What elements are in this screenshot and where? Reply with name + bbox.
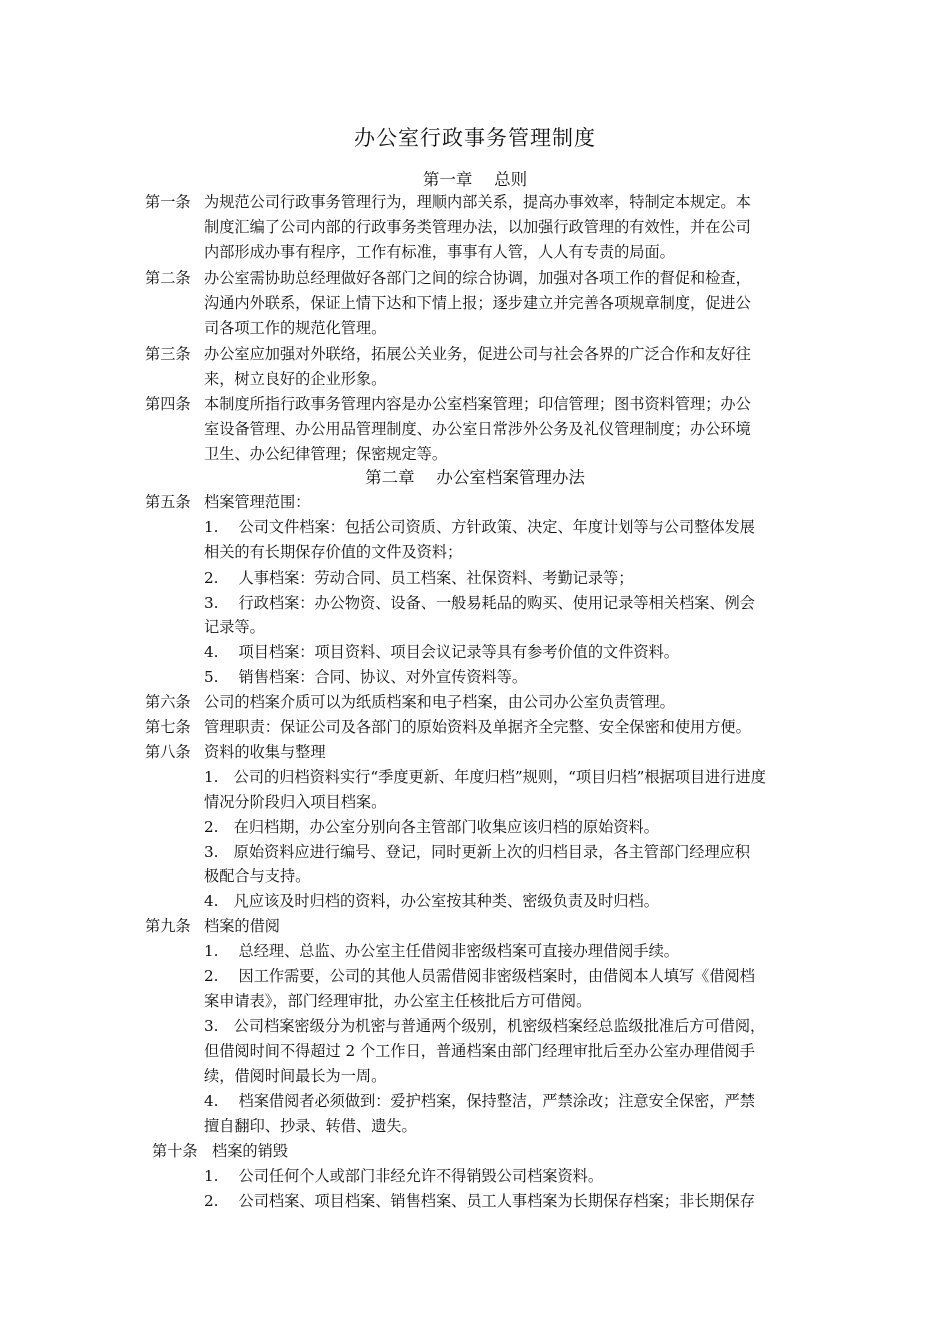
list-item-line: 3. 行政档案：办公物资、设备、一般易耗品的购买、使用记录等相关档案、例会 — [204, 594, 755, 612]
list-item-line: 极配合与支持。 — [204, 867, 311, 885]
article-label: 第八条 — [145, 743, 191, 761]
article-text-line: 本制度所指行政事务管理内容是办公室档案管理；印信管理；图书资料管理；办公 — [204, 395, 751, 413]
list-item-line: 1. 公司任何个人或部门非经允许不得销毁公司档案资料。 — [204, 1167, 604, 1185]
list-item-line: 1. 公司的归档资料实行“季度更新、年度归档”规则，“项目归档”根据项目进行进度 — [204, 768, 766, 786]
list-item-line: 4. 凡应该及时归档的资料，办公室按其种类、密级负责及时归档。 — [204, 892, 659, 910]
chapter-2-heading: 第二章 办公室档案管理办法 — [365, 468, 585, 487]
list-item-line: 记录等。 — [204, 618, 265, 636]
list-item-line: 相关的有长期保存价值的文件及资料； — [204, 543, 463, 561]
article-label: 第三条 — [145, 345, 191, 363]
article-text-line: 来，树立良好的企业形象。 — [204, 370, 387, 388]
list-item-line: 5. 销售档案：合同、协议、对外宣传资料等。 — [204, 668, 528, 686]
article-text-line: 办公室应加强对外联络，拓展公关业务，促进公司与社会各界的广泛合作和友好往 — [204, 345, 751, 363]
article-label: 第九条 — [145, 917, 191, 935]
article-label: 第七条 — [145, 718, 191, 736]
article-text-line: 制度汇编了公司内部的行政事务类管理办法，以加强行政管理的有效性，并在公司 — [204, 218, 751, 236]
article-text-line: 室设备管理、办公用品管理制度、办公室日常涉外公务及礼仪管理制度；办公环境 — [204, 420, 751, 438]
article-text-line: 资料的收集与整理 — [204, 743, 326, 761]
list-item-line: 3. 公司档案密级分为机密与普通两个级别，机密级档案经总监级批准后方可借阅， — [204, 1017, 766, 1035]
article-label: 第一条 — [145, 193, 191, 211]
list-item-line: 2. 公司档案、项目档案、销售档案、员工人事档案为长期保存档案；非长期保存 — [204, 1192, 755, 1210]
list-item-line: 1. 公司文件档案：包括公司资质、方针政策、决定、年度计划等与公司整体发展 — [204, 518, 755, 536]
article-label: 第十条 — [152, 1142, 198, 1160]
article-text-line: 档案管理范围： — [204, 493, 311, 511]
list-item-line: 4. 档案借阅者必须做到：爱护档案，保持整洁，严禁涂改；注意安全保密，严禁 — [204, 1092, 755, 1110]
article-text-line: 为规范公司行政事务管理行为，理顺内部关系，提高办事效率，特制定本规定。本 — [204, 193, 751, 211]
list-item-line: 情况分阶段归入项目档案。 — [204, 793, 387, 811]
article-text-line: 办公室需协助总经理做好各部门之间的综合协调，加强对各项工作的督促和检查， — [204, 269, 751, 287]
article-text-line: 档案的借阅 — [204, 917, 280, 935]
list-item-line: 2. 人事档案：劳动合同、员工档案、社保资料、考勤记录等； — [204, 569, 634, 587]
article-text-line: 卫生、办公纪律管理；保密规定等。 — [204, 445, 447, 463]
list-item-line: 续，借阅时间最长为一周。 — [204, 1067, 387, 1085]
article-text-line: 公司的档案介质可以为纸质档案和电子档案，由公司办公室负责管理。 — [204, 693, 675, 711]
article-text-line: 管理职责：保证公司及各部门的原始资料及单据齐全完整、安全保密和使用方便。 — [204, 718, 751, 736]
article-label: 第六条 — [145, 693, 191, 711]
article-text-line: 司各项工作的规范化管理。 — [204, 319, 387, 337]
chapter-1-heading: 第一章 总则 — [422, 170, 528, 189]
list-item-line: 2. 在归档期，办公室分别向各主管部门收集应该归档的原始资料。 — [204, 818, 659, 836]
article-text-line: 沟通内外联系，保证上情下达和下情上报；逐步建立并完善各项规章制度，促进公 — [204, 294, 751, 312]
list-item-line: 3. 原始资料应进行编号、登记，同时更新上次的归档目录，各主管部门经理应积 — [204, 843, 751, 861]
document-title: 办公室行政事务管理制度 — [354, 126, 596, 150]
list-item-line: 4. 项目档案：项目资料、项目会议记录等具有参考价值的文件资料。 — [204, 643, 679, 661]
article-label: 第四条 — [145, 395, 191, 413]
list-item-line: 但借阅时间不得超过 2 个工作日，普通档案由部门经理审批后至办公室办理借阅手 — [204, 1042, 755, 1060]
list-item-line: 案申请表》，部门经理审批，办公室主任核批后方可借阅。 — [204, 992, 592, 1010]
article-label: 第二条 — [145, 269, 191, 287]
article-label: 第五条 — [145, 493, 191, 511]
article-text-line: 内部形成办事有程序，工作有标准，事事有人管，人人有专责的局面。 — [204, 243, 675, 261]
article-text-line: 档案的销毁 — [212, 1142, 288, 1160]
list-item-line: 擅自翻印、抄录、转借、遗失。 — [204, 1117, 417, 1135]
list-item-line: 1. 总经理、总监、办公室主任借阅非密级档案可直接办理借阅手续。 — [204, 942, 679, 960]
list-item-line: 2. 因工作需要，公司的其他人员需借阅非密级档案时，由借阅本人填写《借阅档 — [204, 967, 755, 985]
